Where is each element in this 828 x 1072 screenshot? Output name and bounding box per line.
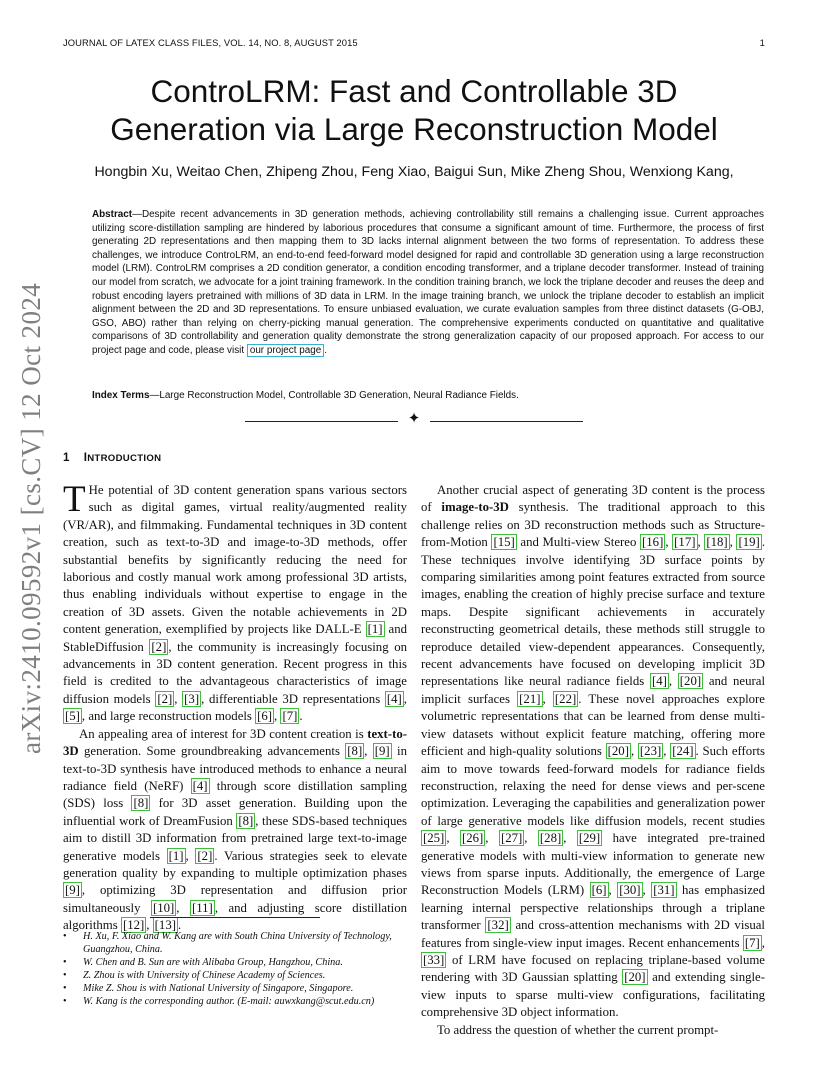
text-run: have integrated pre-trained generative models with multi-view information to generate new views from sparse inputs. Additionally, the emergence of Large Reconstruction Models (LRM): [421, 831, 765, 898]
abstract-label: Abstract: [92, 209, 133, 220]
text-run: for 3D asset generation. Building upon the influential work of DreamFusion: [63, 796, 407, 828]
text-run: , and adjusting score distillation algorithms: [63, 900, 407, 933]
citation[interactable]: [26]: [461, 831, 484, 846]
author-list: Hongbin Xu, Weitao Chen, Zhipeng Zhou, Feng Xiao, Baigui Sun, Mike Zheng Shou, Wenxiong Kang,: [94, 164, 734, 180]
text-run: through score distillation sampling (SDS) loss: [63, 778, 407, 811]
citation[interactable]: [4]: [192, 778, 208, 793]
bold-term: image-to-3D: [441, 500, 509, 515]
text-run: , these SDS-based techniques aim to distill 3D information from pretrained large text-to-image generative models: [63, 813, 407, 863]
abstract: [92, 208, 764, 358]
text-run: He potential of 3D content generation spans various sectors such as digital games, virtual reality/augmented reality (VR/AR), and filmmaking. Fundamental techniques in 3D content creation, such as text-to-3D and image-to-3D methods, offer substantial benefits by significantly reducing the need for laborious and costly manual work among professional 3D artists, thus enabling individuals without expertise to engage in the creation of 3D assets. Given the notable achievements in 2D content generation, exemplified by projects like DALL-E: [63, 483, 407, 637]
citation[interactable]: [32]: [487, 918, 509, 933]
citation[interactable]: [8]: [238, 813, 254, 828]
footnote-text: H. Xu, F. Xiao and W. Kang are with South China University of Technology, Guangzhou, China.: [83, 931, 392, 955]
citation[interactable]: [1]: [168, 848, 184, 863]
footnote-rule: [150, 917, 320, 918]
section-rest: NTRODUCTION: [87, 453, 162, 464]
citation[interactable]: [30]: [619, 883, 641, 898]
citation[interactable]: [11]: [191, 900, 213, 915]
footnote-item: [63, 982, 407, 995]
citation[interactable]: [31]: [653, 883, 675, 898]
footnotes: [63, 930, 407, 1008]
text-run: ,: [403, 691, 407, 706]
text-run: . Various strategies seek to elevate generation quality by expanding to multiple optimization phases: [63, 848, 407, 880]
divider-line-right: [430, 421, 583, 422]
citation[interactable]: [3]: [184, 691, 200, 706]
citation[interactable]: [8]: [347, 744, 363, 759]
citation[interactable]: [16]: [642, 535, 664, 550]
right-column: [421, 482, 765, 1039]
citation[interactable]: [24]: [672, 744, 694, 759]
abstract-text: —Despite recent advancements in 3D generation methods, achieving controllability still remains a challenging issue. Current approaches utilizing score-distillation sampling are hindered by laborious procedures that consume a significant amount of time. Furthermore, the process of first generating 2D representations and then mapping them to 3D lacks internal alignment between the two forms of representation. To address these challenges, we introduce ControLRM, an end-to-end feed-forward model designed for rapid and controllable 3D generation using a large reconstruction model (LRM). ControLRM comprises a 2D condition generator, a condition encoding transformer, and a triplane decoder transformer. Instead of training our model from scratch, we advocate for a joint training framework. In the condition training branch, we lock the triplane decoder and reuses the deep and robust encoding layers pretrained with millions of 3D data in LRM. In the image training branch, we unlock the triplane decoder to establish an implicit alignment between the 2D and 3D representations. To ensure unbiased evaluation, we curate evaluation samples from three distinct datasets (G-OBJ, GSO, ABO) rather than relying on cherry-picking manual generation. The comprehensive experiments conducted on quantitative and qualitative comparisons of 3D controllability and generation quality demonstrate the strong generalization capacity of our proposed approach. For access to our project page and code, please visit: [92, 209, 764, 356]
index-terms-label: Index Terms: [92, 390, 150, 401]
citation[interactable]: [15]: [493, 535, 515, 550]
running-header: [63, 37, 765, 48]
paragraph: [63, 479, 407, 726]
bold-term: text-to-3D: [63, 726, 407, 759]
bullet-icon: •: [63, 957, 67, 968]
footnote-item: [63, 969, 407, 982]
footnote-item: [63, 956, 407, 969]
citation[interactable]: [13]: [154, 918, 176, 933]
citation[interactable]: [9]: [65, 883, 80, 898]
section-number: 1: [63, 452, 70, 464]
text-run: ,: [524, 831, 538, 846]
citation[interactable]: [20]: [607, 744, 629, 759]
citation[interactable]: [12]: [122, 918, 145, 933]
bullet-icon: •: [63, 996, 67, 1007]
text-run: Another crucial aspect of generating 3D content is the process of: [421, 483, 765, 515]
citation[interactable]: [20]: [624, 970, 646, 985]
drop-cap: T: [63, 479, 86, 520]
text-run: ,: [174, 691, 183, 706]
text-run: ,: [485, 831, 499, 846]
footnote-text: W. Kang is the corresponding author. (E-mail: auwxkang@scut.edu.cn): [83, 996, 375, 1007]
text-run: ,: [630, 744, 638, 759]
paragraph: [63, 726, 407, 935]
citation[interactable]: [7]: [744, 935, 760, 950]
citation[interactable]: [29]: [578, 831, 601, 846]
citation[interactable]: [21]: [519, 691, 541, 706]
citation[interactable]: [23]: [639, 744, 662, 759]
citation[interactable]: [4]: [386, 691, 402, 706]
project-page-link[interactable]: our project page: [247, 344, 324, 357]
citation[interactable]: [9]: [374, 744, 390, 759]
citation[interactable]: [2]: [157, 691, 173, 706]
text-run: , optimizing 3D representation and diffusion prior simultaneously: [63, 883, 407, 915]
text-run: ,: [761, 935, 765, 950]
text-run: , the community is increasingly focusing on advancements in 3D content generation. Recent progress in this field is credited to the advantageous characteristics of image diffusion models: [63, 639, 407, 706]
text-run: synthesis. The traditional approach to this challenge relies on 3D reconstruction methods such as Structure-from-Motion: [421, 500, 765, 550]
citation[interactable]: [18]: [706, 535, 728, 550]
text-run: ,: [446, 831, 460, 846]
citation[interactable]: [2]: [151, 639, 167, 654]
text-run: and extending single-view inputs to sparse multi-view configurations, facilitating comprehensive 3D object information.: [421, 970, 765, 1020]
text-run: An appealing area of interest for 3D content creation is: [79, 726, 368, 741]
citation[interactable]: [2]: [197, 848, 213, 863]
text-run: ,: [146, 918, 153, 933]
bullet-icon: •: [63, 983, 67, 994]
bullet-icon: •: [63, 931, 67, 942]
bullet-icon: •: [63, 970, 67, 981]
text-run: ,: [665, 535, 673, 550]
journal-name: JOURNAL OF LATEX CLASS FILES, VOL. 14, NO. 8, AUGUST 2015: [63, 37, 358, 48]
text-run: ,: [663, 744, 671, 759]
text-run: ,: [542, 691, 553, 706]
page-number: 1: [759, 37, 765, 48]
citation[interactable]: [10]: [152, 900, 175, 915]
title-line-1: ControLRM: Fast and Controllable 3D: [150, 73, 678, 109]
citation[interactable]: [19]: [738, 535, 760, 550]
footnote-text: Z. Zhou is with University of Chinese Academy of Sciences.: [83, 970, 326, 981]
text-run: and Multi-view Stereo: [516, 535, 641, 550]
text-run: ,: [642, 883, 652, 898]
citation[interactable]: [6]: [591, 883, 607, 898]
paragraph: [421, 482, 765, 1022]
footnote-item: [63, 995, 407, 1008]
text-run: generation. Some groundbreaking advancements: [78, 744, 346, 759]
citation[interactable]: [5]: [65, 709, 80, 724]
citation[interactable]: [25]: [423, 831, 445, 846]
citation[interactable]: [33]: [423, 952, 445, 967]
text-run: ,: [364, 744, 373, 759]
text-run: ,: [668, 674, 678, 689]
footnote-text: W. Chen and B. Sun are with Alibaba Group, Hangzhou, China.: [83, 957, 343, 968]
arxiv-stamp: arXiv:2410.09592v1 [cs.CV] 12 Oct 2024: [16, 282, 46, 754]
text-run: and cross-attention mechanisms with 2D visual features from single-view input images. Recent enhancements: [421, 918, 765, 950]
citation[interactable]: [8]: [133, 796, 149, 811]
section-heading-introduction: [63, 452, 161, 464]
text-run: . These techniques involve identifying 3D surface points by comparing similarities among point features extracted from source images, enabling the creation of highly precise surface and texture maps. Despite significant achievements in accurately reconstructing geometrical details, these methods still struggle to reproduce detailed view-dependent appearances. Consequently, recent advancements have focused on developing implicit 3D representations like neural radiance fields: [421, 535, 766, 689]
text-run: ,: [176, 900, 190, 915]
citation[interactable]: [1]: [367, 622, 383, 637]
citation[interactable]: [20]: [679, 674, 702, 689]
section-initial: I: [83, 452, 88, 464]
abstract-end: .: [324, 344, 327, 356]
index-terms-text: —Large Reconstruction Model, Controllable 3D Generation, Neural Radiance Fields.: [149, 390, 519, 401]
text-run: and StableDiffusion: [63, 622, 407, 654]
citation[interactable]: [27]: [500, 831, 523, 846]
footnote-item: [63, 930, 407, 956]
citation[interactable]: [22]: [554, 691, 577, 706]
text-run: ,: [185, 848, 196, 863]
text-run: of LRM have focused on replacing triplane-based volume rendering with 3D Gaussian splatting: [421, 952, 765, 985]
citation[interactable]: [7]: [282, 709, 298, 724]
paragraph: [421, 1022, 765, 1039]
text-run: and neural implicit surfaces: [421, 674, 765, 706]
text-run: . Such efforts aim to move towards feed-forward models for radiance fields reconstruction, relaxing the need for dense views and per-scene optimization. Leveraging the capabilities and generalization power of large generative models like diffusion models, recent studies: [421, 744, 765, 828]
paper-title: [63, 72, 765, 148]
footnote-text: Mike Z. Shou is with National University of Singapore, Singapore.: [83, 983, 354, 994]
text-run: ,: [608, 883, 618, 898]
citation[interactable]: [6]: [257, 709, 273, 724]
index-terms: [92, 390, 764, 401]
divider-star-icon: ✦: [407, 411, 421, 427]
text-run: has emphasized learning internal perspective relationships through a triplane transformer: [421, 883, 765, 933]
text-run: .: [299, 709, 303, 724]
text-run: . These novel approaches explore volumetric representations that can be learned from dense multi-view datasets without explicit feature matching, offering more efficient and high-quality solutions: [421, 691, 765, 759]
section-divider: [245, 411, 583, 427]
citation[interactable]: [17]: [674, 535, 696, 550]
citation[interactable]: [4]: [651, 674, 667, 689]
text-run: To address the question of whether the current prompt-: [437, 1022, 719, 1037]
text-run: ,: [697, 535, 705, 550]
text-run: ,: [274, 709, 281, 724]
text-run: ,: [563, 831, 577, 846]
left-column: [63, 479, 407, 935]
text-run: ,: [729, 535, 737, 550]
title-line-2: Generation via Large Reconstruction Model: [110, 111, 718, 147]
text-run: in text-to-3D synthesis have introduced methods to enhance a neural radiance field (NeRF): [63, 744, 407, 793]
text-run: , and large reconstruction models: [81, 709, 256, 724]
text-run: .: [178, 918, 182, 933]
text-run: , differentiable 3D representations: [201, 691, 385, 706]
citation[interactable]: [28]: [539, 831, 562, 846]
